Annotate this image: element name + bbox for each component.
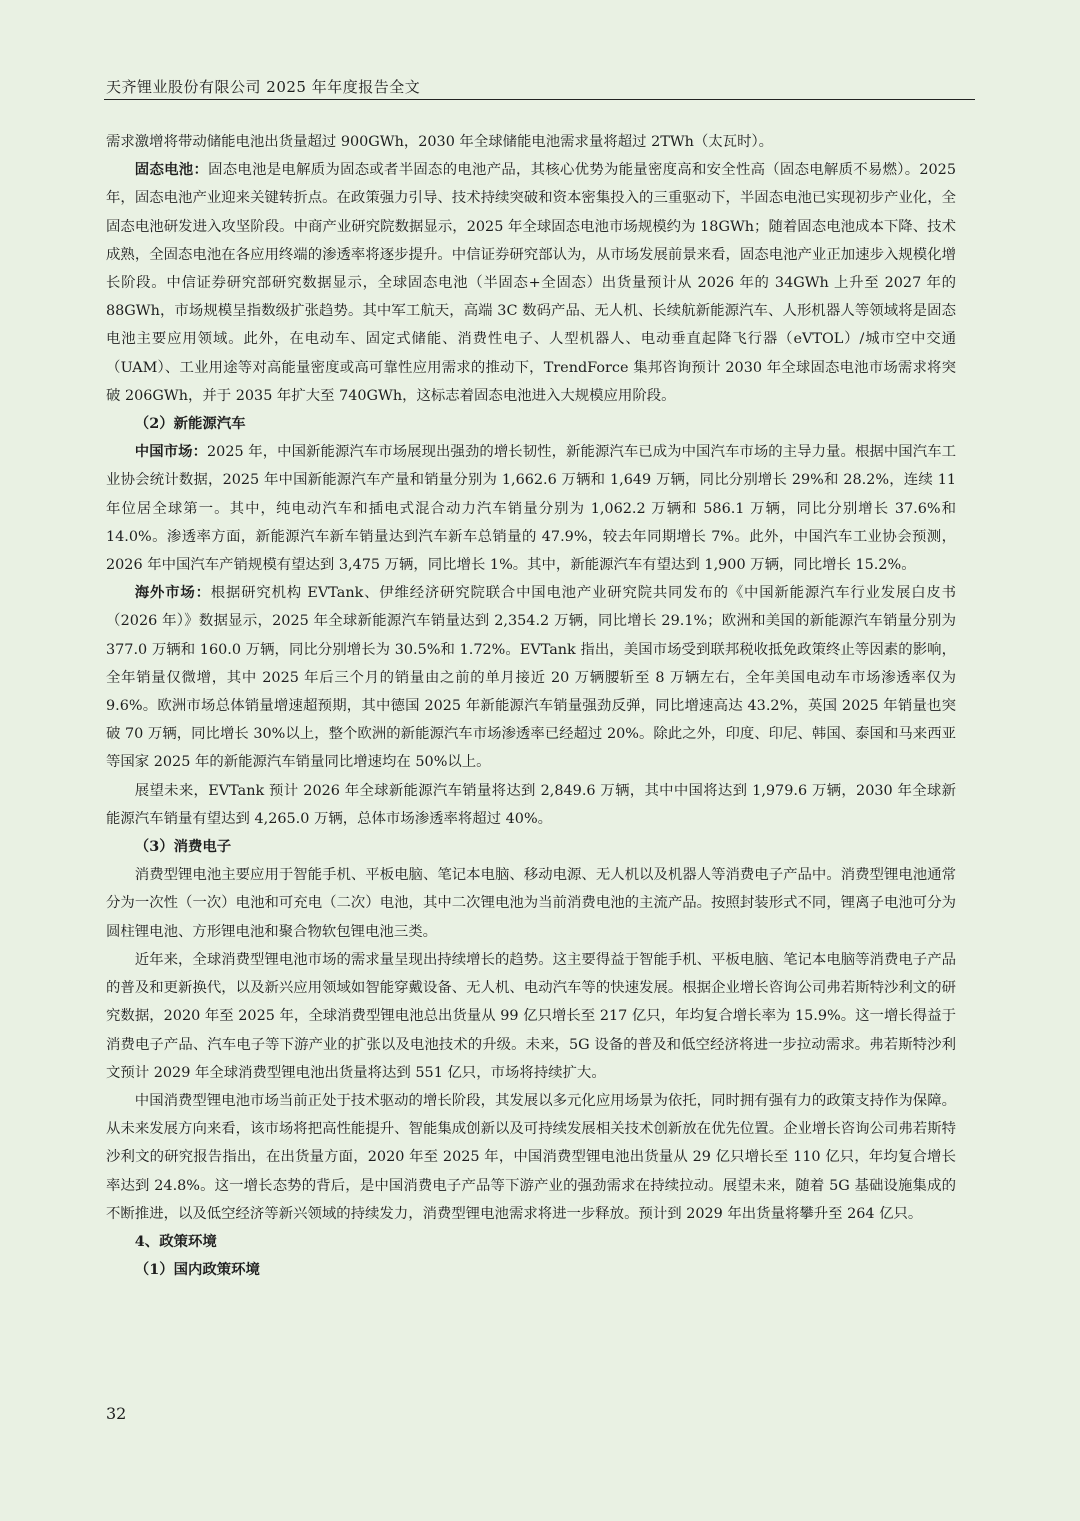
subsection-heading-domestic-policy: （1）国内政策环境 — [134, 1261, 260, 1279]
main-content — [106, 128, 956, 1284]
paragraph-text: 中国消费型锂电池市场当前正处于技术驱动的增长阶段，其发展以多元化应用场景为依托，同时拥有强有力的政策支持作为保障。从未来发展方向来看，该市场将把高性能提升、智能集成创新以及可持续发展相关技术创新放在优先位置。企业增长咨询公司弗若斯特沙利文的研究报告指出，在出货量方面，2020 年至 2025 年，中国消费型锂电池出货量从 29 亿只增长至 110 亿只，年均复合增长率达到 24.8%。这一增长态势的背后，是中国消费电子产品等下游产业的强劲需求在持续拉动。展望未来，随着 5G 基础设施集成的不断推进，以及低空经济等新兴领域的持续发力，消费型锂电池需求将进一步释放。预计到 2029 年出货量将攀升至 264 亿只。 — [106, 1092, 956, 1222]
paragraph-lead: 中国市场： — [134, 443, 208, 461]
paragraph-outlook — [106, 777, 956, 833]
report-header-title: 天齐锂业股份有限公司 2025 年年度报告全文 — [106, 78, 421, 96]
section-heading-policy: 4、政策环境 — [134, 1232, 217, 1250]
header-divider — [104, 99, 975, 100]
paragraph-lead: 海外市场： — [134, 584, 211, 602]
paragraph-china-consumer — [106, 1087, 956, 1228]
paragraph-consumer-intro — [106, 861, 956, 946]
section-heading-consumer-electronics: （3）消费电子 — [134, 838, 232, 856]
paragraph-solid-state — [106, 156, 956, 410]
paragraph-text: 根据研究机构 EVTank、伊维经济研究院联合中国电池产业研究院共同发布的《中国新能源汽车行业发展白皮书（2026 年）》数据显示，2025 年全球新能源汽车销量达到 2,354.2 万辆，同比增长 29.1%；欧洲和美国的新能源汽车销量分别为 377.0 万辆和 160.0 万辆，同比分别增长为 30.5%和 1.72%。EVTank 指出，美国市场受到联邦税收抵免政策终止等因素的影响，全年销量仅微增，其中 2025 年后三个月的销量由之前的单月接近 20 万辆腰斩至 8 万辆左右，全年美国电动车市场渗透率仅为 9.6%。欧洲市场总体销量增速超预期，其中德国 2025 年新能源汽车销量强劲反弹，同比增速高达 43.2%，英国 2025 年销量也突破 70 万辆，同比增长 30%以上，整个欧洲的新能源汽车市场渗透率已经超过 20%。除此之外，印度、印尼、韩国、泰国和马来西亚等国家 2025 年的新能源汽车销量同比增速均在 50%以上。 — [106, 585, 956, 771]
paragraph-text: 展望未来，EVTank 预计 2026 年全球新能源汽车销量将达到 2,849.6 万辆，其中中国将达到 1,979.6 万辆，2030 年全球新能源汽车销量有望达到 4,265.0 万辆，总体市场渗透率将超过 40%。 — [106, 782, 956, 827]
paragraph-lead: 固态电池： — [134, 161, 209, 179]
page-number: 32 — [106, 1404, 127, 1423]
paragraph-text: 消费型锂电池主要应用于智能手机、平板电脑、笔记本电脑、移动电源、无人机以及机器人等消费电子产品中。消费型锂电池通常分为一次性（一次）电池和可充电（二次）电池，其中二次锂电池为当前消费电池的主流产品。按照封装形式不同，锂离子电池可分为圆柱锂电池、方形锂电池和聚合物软包锂电池三类。 — [106, 867, 956, 940]
paragraph-text: 需求激增将带动储能电池出货量超过 900GWh，2030 年全球储能电池需求量将超过 2TWh（太瓦时）。 — [106, 134, 774, 150]
paragraph-text: 固态电池是电解质为固态或者半固态的电池产品，其核心优势为能量密度高和安全性高（固态电解质不易燃）。2025 年，固态电池产业迎来关键转折点。在政策强力引导、技术持续突破和资本密集投入的三重驱动下，半固态电池已实现初步产业化，全固态电池研发进入攻坚阶段。中商产业研究院数据显示，2025 年全球固态电池市场规模约为 18GWh；随着固态电池成本下降、技术成熟，全固态电池在各应用终端的渗透率将逐步提升。中信证券研究部认为，从市场发展前景来看，固态电池产业正加速步入规模化增长阶段。中信证券研究部研究数据显示，全球固态电池（半固态+全固态）出货量预计从 2026 年的 34GWh 上升至 2027 年的 88GWh，市场规模呈指数级扩张趋势。其中军工航天，高端 3C 数码产品、无人机、长续航新能源汽车、人形机器人等领域将是固态电池主要应用领域。此外，在电动车、固定式储能、消费性电子、人型机器人、电动垂直起降飞行器（eVTOL）/城市空中交通（UAM）、工业用途等对高能量密度或高可靠性应用需求的推动下，TrendForce 集邦咨询预计 2030 年全球固态电池市场需求将突破 206GWh，并于 2035 年扩大至 740GWh，这标志着固态电池进入大规模应用阶段。 — [106, 162, 956, 404]
paragraph-overseas-market — [106, 579, 956, 776]
paragraph-global-consumer — [106, 946, 956, 1087]
paragraph-text: 近年来，全球消费型锂电池市场的需求量呈现出持续增长的趋势。这主要得益于智能手机、平板电脑、笔记本电脑等消费电子产品的普及和更新换代，以及新兴应用领域如智能穿戴设备、无人机、电动汽车等的快速发展。根据企业增长咨询公司弗若斯特沙利文的研究数据，2020 年至 2025 年，全球消费型锂电池总出货量从 99 亿只增长至 217 亿只，年均复合增长率为 15.9%。这一增长得益于消费电子产品、汽车电子等下游产业的扩张以及电池技术的升级。未来，5G 设备的普及和低空经济将进一步拉动需求。弗若斯特沙利文预计 2029 年全球消费型锂电池出货量将达到 551 亿只，市场将持续扩大。 — [106, 951, 956, 1081]
paragraph-china-market — [106, 438, 956, 579]
section-heading-nev: （2）新能源汽车 — [134, 415, 246, 433]
paragraph-text: 2025 年，中国新能源汽车市场展现出强劲的增长韧性，新能源汽车已成为中国汽车市场的主导力量。根据中国汽车工业协会统计数据，2025 年中国新能源汽车产量和销量分别为 1,662.6 万辆和 1,649 万辆，同比分别增长 29%和 28.2%，连续 11 年位居全球第一。其中，纯电动汽车和插电式混合动力汽车销量分别为 1,062.2 万辆和 586.1 万辆，同比分别增长 37.6%和 14.0%。渗透率方面，新能源汽车新车销量达到汽车新车总销量的 47.9%，较去年同期增长 7%。此外，中国汽车工业协会预测，2026 年中国汽车产销规模有望达到 3,475 万辆，同比增长 1%。其中，新能源汽车有望达到 1,900 万辆，同比增长 15.2%。 — [106, 444, 956, 574]
paragraph-storage-continued — [106, 128, 956, 156]
